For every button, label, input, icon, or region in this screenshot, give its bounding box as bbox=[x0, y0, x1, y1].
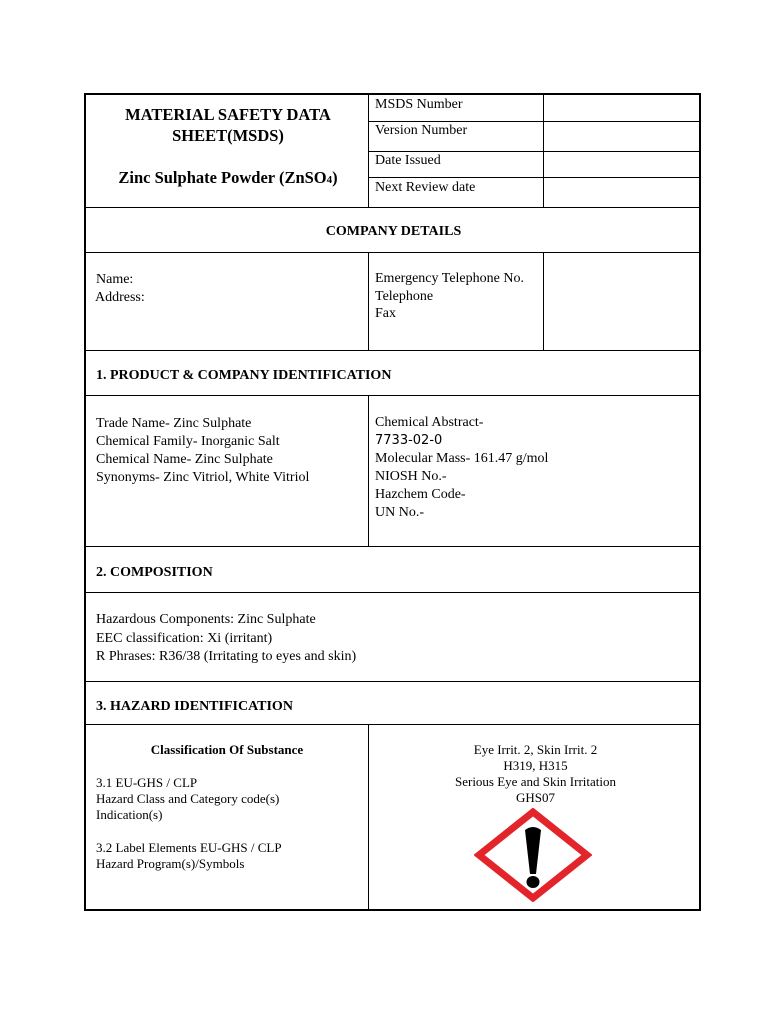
hazard-description-line: Serious Eye and Skin Irritation bbox=[454, 774, 617, 789]
chemical-abstract bbox=[375, 414, 548, 450]
product-name bbox=[96, 167, 360, 191]
rule bbox=[543, 95, 544, 207]
fax-label: Fax bbox=[375, 306, 396, 321]
eec-classification: EEC classification: Xi (irritant) bbox=[96, 630, 273, 646]
identification-right bbox=[375, 414, 548, 522]
rule bbox=[368, 395, 369, 546]
version-number-label: Version Number bbox=[375, 123, 468, 138]
name-label: Name: bbox=[96, 272, 134, 287]
composition-lines bbox=[96, 611, 356, 667]
classification-title: Classification Of Substance bbox=[150, 742, 304, 757]
rule bbox=[86, 252, 701, 253]
section-3-heading: 3. HAZARD IDENTIFICATION bbox=[96, 699, 293, 714]
rule bbox=[86, 395, 701, 396]
hazard-classification bbox=[369, 742, 702, 806]
next-review-label: Next Review date bbox=[375, 180, 476, 195]
title-line-1: MATERIAL SAFETY DATA bbox=[125, 105, 331, 124]
label-elements-block bbox=[96, 840, 282, 872]
msds-number-label: MSDS Number bbox=[375, 97, 463, 112]
synonyms: Synonyms- Zinc Vitriol, White Vitriol bbox=[96, 470, 310, 485]
rule bbox=[368, 252, 369, 350]
label-elements-line-1: 3.2 Label Elements EU-GHS / CLP bbox=[96, 840, 282, 855]
hazard-class-line: Eye Irrit. 2, Skin Irrit. 2 bbox=[473, 742, 598, 757]
product-close: ) bbox=[332, 168, 338, 187]
eu-ghs-line-3: Indication(s) bbox=[96, 807, 163, 822]
eu-ghs-block bbox=[96, 775, 279, 823]
niosh-number: NIOSH No.- bbox=[375, 469, 447, 484]
title-line-2: SHEET(MSDS) bbox=[172, 126, 284, 145]
date-issued-label: Date Issued bbox=[375, 153, 441, 168]
rule bbox=[86, 592, 701, 593]
label-elements-line-2: Hazard Program(s)/Symbols bbox=[96, 856, 245, 871]
ghs-code-line: GHS07 bbox=[515, 790, 555, 805]
trade-name: Trade Name- Zinc Sulphate bbox=[96, 416, 252, 431]
emergency-telephone-label: Emergency Telephone No. bbox=[375, 271, 524, 286]
product-name-text: Zinc Sulphate Powder (ZnSO bbox=[118, 168, 327, 187]
product-subscript: 4 bbox=[326, 174, 333, 186]
rule bbox=[86, 207, 701, 208]
document-title bbox=[96, 104, 360, 146]
chemical-name: Chemical Name- Zinc Sulphate bbox=[96, 452, 273, 467]
un-number: UN No.- bbox=[375, 505, 424, 520]
eu-ghs-line-1: 3.1 EU-GHS / CLP bbox=[96, 775, 198, 790]
section-1-heading: 1. PRODUCT & COMPANY IDENTIFICATION bbox=[96, 368, 392, 383]
company-details-heading: COMPANY DETAILS bbox=[325, 224, 462, 239]
hazard-codes-line: H319, H315 bbox=[503, 758, 568, 773]
ghs07-exclamation-icon bbox=[474, 808, 592, 902]
eu-ghs-line-2: Hazard Class and Category code(s) bbox=[96, 791, 280, 806]
rule bbox=[543, 252, 544, 350]
cas-number: 7733-02-0 bbox=[375, 433, 443, 448]
rule bbox=[86, 546, 701, 547]
chemical-abstract-label: Chemical Abstract- bbox=[375, 415, 484, 430]
rule bbox=[86, 681, 701, 682]
hazardous-components: Hazardous Components: Zinc Sulphate bbox=[96, 612, 316, 627]
rule bbox=[86, 724, 701, 725]
identification-left bbox=[96, 415, 309, 487]
molecular-mass: Molecular Mass- 161.47 g/mol bbox=[375, 451, 549, 466]
rule bbox=[86, 350, 701, 351]
section-2-heading: 2. COMPOSITION bbox=[96, 565, 213, 580]
telephone-label: Telephone bbox=[375, 289, 434, 304]
msds-sheet bbox=[84, 93, 701, 911]
rule bbox=[368, 177, 701, 178]
rule bbox=[368, 95, 369, 207]
r-phrases: R Phrases: R36/38 (Irritating to eyes and skin) bbox=[96, 649, 357, 664]
chemical-family: Chemical Family- Inorganic Salt bbox=[96, 434, 280, 449]
hazchem-code: Hazchem Code- bbox=[375, 487, 466, 502]
address-label: Address: bbox=[95, 290, 145, 305]
